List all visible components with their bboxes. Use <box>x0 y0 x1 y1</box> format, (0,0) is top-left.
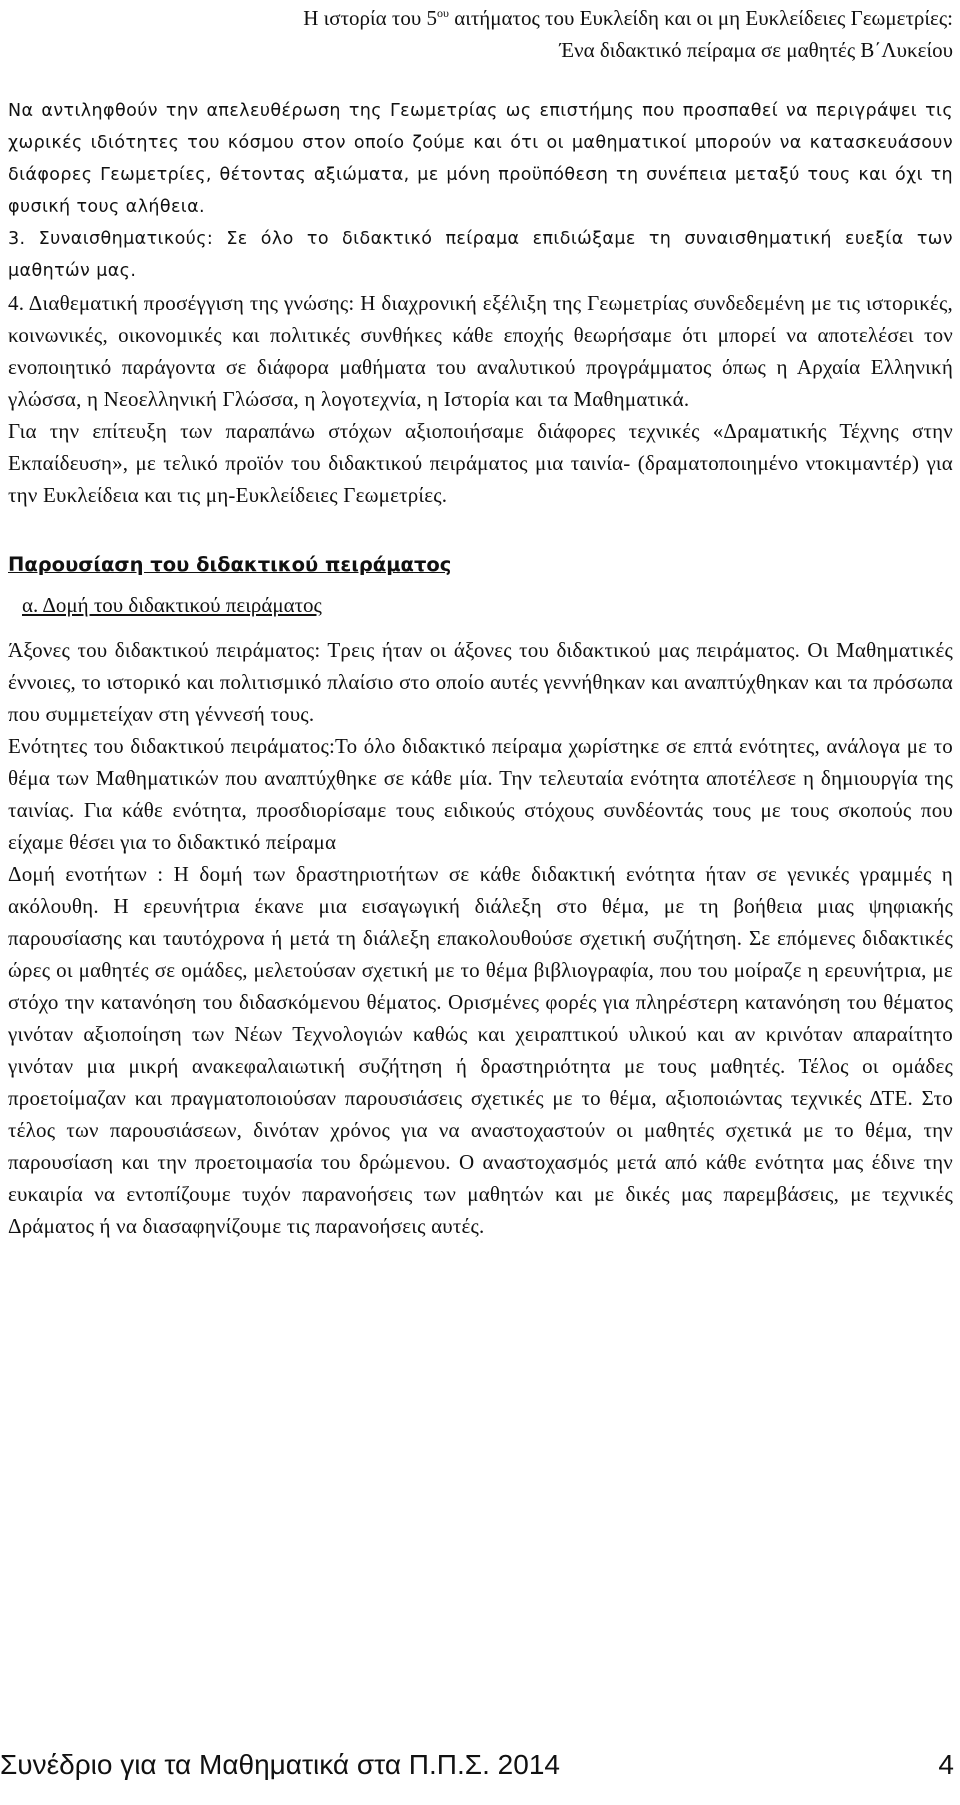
techniques-paragraph: Για την επίτευξη των παραπάνω στόχων αξιοποιήσαμε διάφορες τεχνικές «Δραματικής Τέχνης στην Εκπαίδευση», με τελικό προϊόν του διδακτικού πειράματος μια ταινία- (δραματοποιημένο ντοκιμαντέρ) για την Ευκλείδεια και τις μη-Ευκλείδειες Γεωμετρίες. <box>8 419 953 507</box>
footer-page-number: 4 <box>938 1749 954 1780</box>
paper-header <box>8 0 953 66</box>
header-title-part1: Η ιστορία του 5 <box>303 6 437 30</box>
axes-paragraph: Άξονες του διδακτικού πειράματος: Τρεις ήταν οι άξονες του διδακτικού μας πειράματος. Οι Μαθηματικές έννοιες, το ιστορικό και πολιτισμικό πλαίσιο στο οποίο αυτές γεννήθηκαν και αναπτύχθηκαν και τα πρόσωπα που συμμετείχαν στη γέννεσή τους. <box>8 638 953 726</box>
section-heading: Παρουσίαση του διδακτικού πειράματος <box>8 553 452 576</box>
page-footer <box>0 1745 960 1785</box>
header-title-part2: αιτήματος του Ευκλείδη και οι μη Ευκλείδειες Γεωμετρίες: <box>448 6 953 30</box>
structure-paragraph: Δομή ενοτήτων : Η δομή των δραστηριοτήτων σε κάθε διδακτική ενότητα ήταν σε γενικές γραμμές η ακόλουθη. Η ερευνήτρια έκανε μια εισαγωγική διάλεξη στο θέμα, με τη βοήθεια μιας ψηφιακής παρουσίασης και ταυτόχρονα ή μετά τη διάλεξη επακολουθούσε σχετική συζήτηση. Σε επόμενες διδακτικές ώρες οι μαθητές σε ομάδες, μελετούσαν σχετική με το θέμα βιβλιογραφία, που του μοίραζε η ερευνήτρια, με στόχο την κατανόηση του διδασκόμενου θέματος. Ορισμένες φορές για πληρέστερη κατανόηση του θέματος γινόταν αξιοποίηση των Νέων Τεχνολογιών καθώς και χειραπτικού υλικού και αν κρινόταν απαραίτητο γινόταν μια μικρή ανακεφαλαιωτική συζήτηση ή δραστηριότητα με τους μαθητές. Τέλος οι ομάδες προετοίμαζαν και πραγματοποιούσαν παρουσιάσεις σχετικές με το θέμα, αξιοποιώντας τεχνικές ΔΤΕ. Στο τέλος των παρουσιάσεων, δινόταν χρόνος για να αναστοχαστούν οι μαθητές σχετικά με το θέμα, την παρουσίαση και την προετοιμασία του δρώμενου. Ο αναστοχασμός μετά από κάθε ενότητα μας έδινε την ευκαιρία να εντοπίζουμε τυχόν παρανοήσεις των μαθητών και με δικές μας παρεμβάσεις, με τεχνικές Δράματος ή να διασαφηνίζουμε τις παρανοήσεις αυτές. <box>8 862 953 1238</box>
units-paragraph: Ενότητες του διδακτικού πειράματος:Το όλο διδακτικό πείραμα χωρίστηκε σε επτά ενότητες, ανάλογα με το θέμα των Μαθηματικών που αναπτύχθηκε σε κάθε μία. Την τελευταία ενότητα αποτέλεσε η δημιουργία της ταινίας. Για κάθε ενότητα, προσδιορίσαμε τους ειδικούς στόχους συνδέοντάς τους με τους σκοπούς που είχαμε θέσει για το διδακτικό πείραμα <box>8 734 953 854</box>
header-superscript: ου <box>436 6 449 20</box>
header-title-line2: Ένα διδακτικό πείραμα σε μαθητές Β΄Λυκείου <box>559 38 953 62</box>
intro-paragraph: Να αντιληφθούν την απελευθέρωση της Γεωμετρίας ως επιστήμης που προσπαθεί να περιγράψει τις χωρικές ιδιότητες του κόσμου στον οποίο ζούμε και ότι οι μαθηματικοί μπορούν να κατασκευάσουν διάφορες Γεωμετρίες, θέτοντας αξιώματα, με μόνη προϋπόθεση τη συνέπεια μεταξύ τους και όχι τη φυσική τους αλήθεια. <box>8 101 953 217</box>
subsection-heading: α. Δομή του διδακτικού πειράματος <box>22 593 322 617</box>
header-title-line1 <box>8 2 953 34</box>
footer-conference: Συνέδριο για τα Μαθηματικά στα Π.Π.Σ. 2014 <box>0 1749 560 1780</box>
objective-item-3: 3. Συναισθηματικούς: Σε όλο το διδακτικό πείραμα επιδιώξαμε τη συναισθηματική ευεξία των μαθητών μας. <box>8 229 953 281</box>
objective-item-4: 4. Διαθεματική προσέγγιση της γνώσης: Η διαχρονική εξέλιξη της Γεωμετρίας συνδεδεμένη με τις ιστορικές, κοινωνικές, οικονομικές και πολιτικές συνθήκες κάθε εποχής θεωρήσαμε ότι μπορεί να αποτελέσει τον ενοποιητικό παράγοντα σε διάφορα μαθήματα του αναλυτικού προγράμματος όπως η Αρχαία Ελληνική γλώσσα, η Νεοελληνική Γλώσσα, η λογοτεχνία, η Ιστορία και τα Μαθηματικά. <box>8 291 953 411</box>
